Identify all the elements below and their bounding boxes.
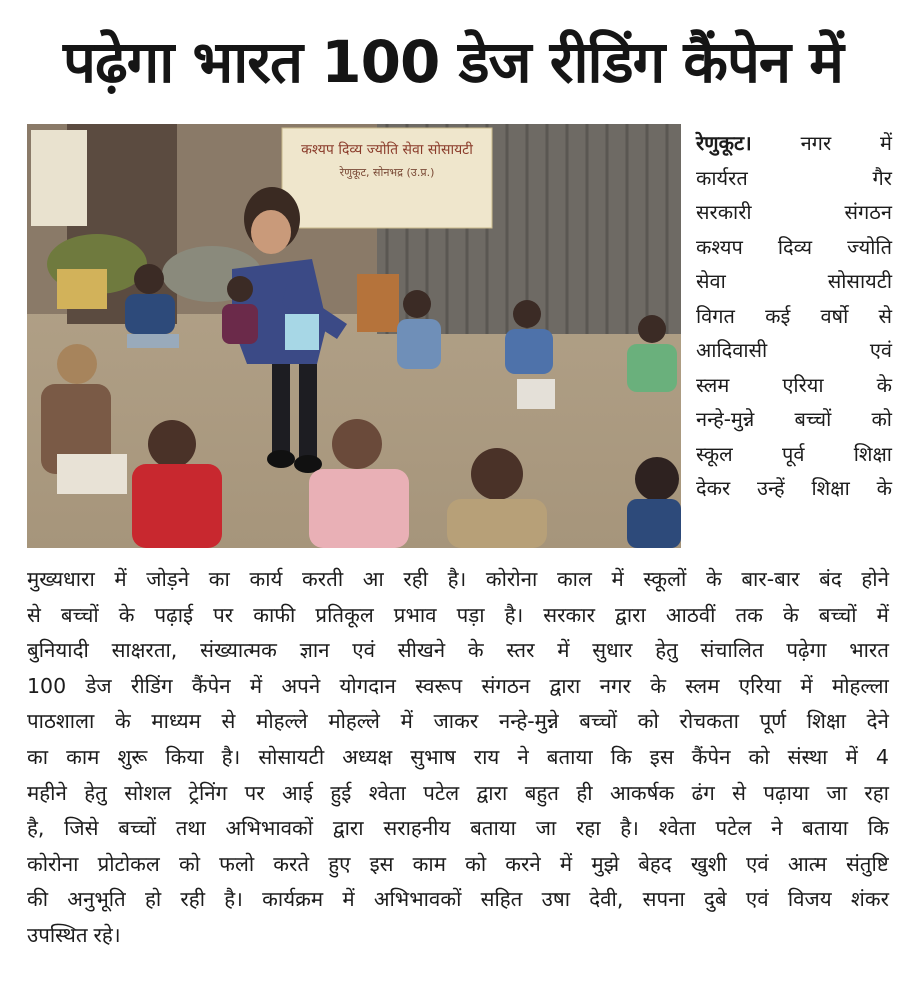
word: उपस्थित xyxy=(27,922,88,947)
word: स्लम xyxy=(696,372,730,397)
body-line xyxy=(27,633,889,669)
word: पड़ा xyxy=(456,602,485,627)
word: कैंपेन xyxy=(191,673,231,698)
word: अपने xyxy=(281,673,321,698)
word: को xyxy=(748,744,770,769)
word: बच्चों xyxy=(118,816,156,841)
word: ने xyxy=(771,816,783,841)
word: काल xyxy=(556,567,592,591)
word: किया xyxy=(165,744,204,769)
word: सरकार xyxy=(543,602,595,627)
word: कई xyxy=(765,303,791,328)
word: जाकर xyxy=(433,709,479,734)
word: रहा xyxy=(864,780,889,805)
word: में xyxy=(342,887,355,912)
word: सुभाष xyxy=(410,744,456,769)
word: काम xyxy=(412,851,446,876)
word: एवं xyxy=(745,887,769,912)
word: है, xyxy=(27,816,45,841)
word: सहित xyxy=(480,887,523,912)
word: कार्यरत xyxy=(696,165,748,190)
side-line-4 xyxy=(696,230,892,265)
word: शुरू xyxy=(117,744,148,769)
word: पटेल xyxy=(715,816,752,841)
word: जा xyxy=(535,816,557,841)
word: मुख्यधारा xyxy=(27,567,95,591)
word: तक xyxy=(735,602,763,627)
word: करने xyxy=(505,851,541,876)
word: पढ़ेगा xyxy=(786,638,827,663)
body-line xyxy=(27,669,889,705)
word: बच्चों xyxy=(579,709,618,734)
dateline: रेणुकूट। xyxy=(696,131,752,155)
word: स्कूल xyxy=(696,441,733,466)
word: बताया xyxy=(470,816,516,841)
headline: पढ़ेगा भारत 100 डेज रीडिंग कैंपेन में xyxy=(63,27,843,96)
word: से xyxy=(878,303,892,328)
body-line xyxy=(27,740,889,776)
word: तथा xyxy=(175,816,206,841)
word: में xyxy=(880,131,892,155)
word: सोशल xyxy=(124,780,172,805)
word: नन्हे-मुन्ने xyxy=(696,407,755,431)
word: एरिया xyxy=(738,673,782,698)
word: आत्म xyxy=(787,851,827,876)
word: में xyxy=(876,602,889,627)
word: रोचकता xyxy=(679,709,739,734)
word: रही xyxy=(403,567,428,591)
word: स्कूलों xyxy=(643,567,687,591)
body-line xyxy=(27,811,889,847)
word: कि xyxy=(867,816,889,841)
word: काफी xyxy=(253,602,296,627)
word: इस xyxy=(369,851,394,876)
word: स्लम xyxy=(685,673,720,698)
word: होने xyxy=(861,567,889,591)
word: में xyxy=(114,567,127,591)
word: में xyxy=(845,744,858,769)
word: 4 xyxy=(875,744,889,769)
wall-poster xyxy=(31,130,87,226)
word: पूर्व xyxy=(781,441,805,466)
word: को xyxy=(178,851,201,876)
word: करते xyxy=(273,851,310,876)
word: एवं xyxy=(869,338,892,362)
word: पढ़ाया xyxy=(763,780,810,805)
word: महीने xyxy=(27,780,67,805)
word: पर xyxy=(244,780,265,805)
word: आदिवासी xyxy=(696,338,768,362)
word: रहा xyxy=(575,816,601,841)
banner-title: कश्यप दिव्य ज्योति सेवा सोसायटी xyxy=(301,142,473,158)
word: से xyxy=(221,709,236,734)
word: दिव्य xyxy=(777,234,813,259)
photo-scene xyxy=(27,124,681,548)
news-photo xyxy=(27,124,681,548)
word: कैंपेन xyxy=(691,744,731,769)
body-line xyxy=(27,598,889,634)
body-column xyxy=(27,562,889,954)
body-line xyxy=(27,847,889,883)
word: ने xyxy=(517,744,529,769)
word: के xyxy=(115,709,131,734)
word: पर xyxy=(213,602,234,627)
side-line-10 xyxy=(696,437,892,472)
body-line xyxy=(27,918,889,954)
word: एवं xyxy=(352,638,376,663)
side-line-6 xyxy=(696,299,892,334)
word: संचालित xyxy=(700,638,764,663)
word: डेज xyxy=(85,673,112,698)
word: सरकारी xyxy=(696,200,752,224)
word: भारत xyxy=(849,638,889,663)
word: योगदान xyxy=(339,673,396,698)
word: में xyxy=(249,673,263,698)
word: नन्हे-मुन्ने xyxy=(498,709,559,734)
word: विजय xyxy=(787,887,832,912)
word: बुनियादी xyxy=(27,638,89,663)
side-line-2 xyxy=(696,161,892,196)
body-line xyxy=(27,882,889,918)
word: कि xyxy=(610,744,632,769)
word: अभिभावकों xyxy=(225,816,314,841)
word: ट्रेनिंग xyxy=(188,780,228,805)
word: है। xyxy=(224,887,243,912)
word: को xyxy=(465,851,487,876)
word: राय xyxy=(473,744,500,769)
word: देवी, xyxy=(589,887,624,912)
word: द्वारा xyxy=(332,816,364,841)
word: की xyxy=(27,887,49,912)
word: में xyxy=(611,567,624,591)
word: मोहल्ले xyxy=(328,709,380,734)
word: के xyxy=(467,638,484,663)
word: रीडिंग xyxy=(130,673,173,698)
side-line-7 xyxy=(696,333,892,368)
word: कार्यक्रम xyxy=(262,887,324,912)
word: का xyxy=(208,567,230,591)
word: स्वरूप xyxy=(415,673,463,698)
word: संगठन xyxy=(481,673,531,698)
word: संख्यात्मक xyxy=(200,638,277,663)
word: प्रतिकूल xyxy=(315,602,374,627)
word: सोसायटी xyxy=(258,744,325,769)
word: नगर xyxy=(800,131,832,155)
body-line xyxy=(27,704,889,740)
word: ज्योति xyxy=(847,234,892,259)
word: में xyxy=(559,851,573,876)
word: कश्यप xyxy=(696,234,743,259)
word: द्वारा xyxy=(476,780,508,805)
side-line-9 xyxy=(696,402,892,437)
word: सराहनीय xyxy=(383,816,451,841)
word: शिक्षा xyxy=(853,441,892,466)
word: ही xyxy=(576,780,593,805)
word: बार-बार xyxy=(741,567,800,591)
side-column xyxy=(696,126,892,506)
word: द्वारा xyxy=(549,673,581,698)
word: अध्यक्ष xyxy=(342,744,393,769)
word: से xyxy=(27,602,41,627)
word: जोड़ने xyxy=(146,567,190,591)
word: है। xyxy=(447,567,467,591)
word: करती xyxy=(302,567,344,591)
word: अभिभावकों xyxy=(373,887,462,912)
word: मुझे xyxy=(591,851,620,876)
word: जा xyxy=(826,780,848,805)
word: पूर्ण xyxy=(759,709,787,734)
word: बच्चों xyxy=(60,602,99,627)
word: नगर xyxy=(599,673,631,698)
word: काम xyxy=(66,744,100,769)
word: को xyxy=(871,407,892,431)
word: देकर xyxy=(696,476,731,500)
word: हो xyxy=(144,887,162,912)
word: साक्षरता, xyxy=(111,638,178,663)
word: प्रोटोकल xyxy=(97,851,160,876)
word: पटेल xyxy=(423,780,460,805)
word: सेवा xyxy=(696,269,726,293)
word: के xyxy=(118,602,135,627)
word: कार्य xyxy=(249,567,283,591)
word: से xyxy=(732,780,746,805)
word: एवं xyxy=(745,851,769,876)
banner-subtitle: रेणुकूट, सोनभद्र (उ.प्र.) xyxy=(339,166,435,179)
word: एरिया xyxy=(782,372,824,397)
word: कोरोना xyxy=(485,567,538,591)
word: मोहल्ले xyxy=(256,709,308,734)
body-line xyxy=(27,776,889,812)
word: उषा xyxy=(541,887,571,912)
word: आकर्षक xyxy=(609,780,675,805)
word: स्तर xyxy=(506,638,535,663)
word: प्रभाव xyxy=(393,602,437,627)
word: आ xyxy=(362,567,384,591)
word: बहुत xyxy=(524,780,559,805)
word: का xyxy=(27,744,49,769)
word: संगठन xyxy=(844,200,892,224)
word: है। xyxy=(620,816,639,841)
word: बताया xyxy=(546,744,593,769)
word: बच्चों xyxy=(818,602,857,627)
side-line-8 xyxy=(696,368,892,403)
word: दुबे xyxy=(704,887,727,912)
word: माध्यम xyxy=(151,709,201,734)
word: रहे। xyxy=(93,922,121,947)
word: रही xyxy=(180,887,206,912)
word: अनुभूति xyxy=(67,887,126,912)
word: आई xyxy=(281,780,314,805)
word: के xyxy=(782,602,799,627)
word: पाठशाला xyxy=(27,709,95,734)
word: सीखने xyxy=(397,638,446,663)
word: बच्चों xyxy=(794,407,832,431)
word: हेतु xyxy=(84,780,107,805)
word: फलो xyxy=(219,851,255,876)
word: के xyxy=(705,567,722,591)
word: पढ़ाई xyxy=(154,602,194,627)
word: संस्था xyxy=(787,744,828,769)
word: संतुष्टि xyxy=(845,851,889,876)
side-line-11 xyxy=(696,471,892,506)
word: बंद xyxy=(819,567,842,591)
word: जिसे xyxy=(64,816,99,841)
word: आठवीं xyxy=(665,602,716,627)
word: में xyxy=(557,638,570,663)
word: श्वेता xyxy=(658,816,696,841)
mask-packets xyxy=(285,314,319,350)
word: ज्ञान xyxy=(299,638,330,663)
word: बताया xyxy=(802,816,849,841)
word: कोरोना xyxy=(27,851,79,876)
word: द्वारा xyxy=(615,602,646,627)
side-line-5 xyxy=(696,264,892,299)
word: गैर xyxy=(872,165,892,190)
word: सुधार xyxy=(592,638,633,663)
word: है। xyxy=(504,602,524,627)
word: हेतु xyxy=(655,638,678,663)
word: है। xyxy=(221,744,241,769)
word: शिक्षा xyxy=(811,476,850,500)
word: हुए xyxy=(328,851,351,876)
side-line-3 xyxy=(696,195,892,230)
word: सपना xyxy=(642,887,685,912)
word: देने xyxy=(866,709,889,734)
word: मोहल्ला xyxy=(831,673,889,698)
word: ढंग xyxy=(691,780,715,805)
word: खुशी xyxy=(690,851,727,876)
word: इस xyxy=(649,744,674,769)
word: के xyxy=(876,476,892,500)
word: में xyxy=(800,673,813,698)
word: 100 xyxy=(27,673,67,698)
word: उन्हें xyxy=(757,476,785,500)
word: हुई xyxy=(330,780,352,805)
word: शंकर xyxy=(850,887,889,912)
word: वर्षो xyxy=(820,303,849,328)
word: सोसायटी xyxy=(827,269,892,293)
side-line-1 xyxy=(696,126,892,161)
word: को xyxy=(637,709,659,734)
word: में xyxy=(400,709,413,734)
word: के xyxy=(650,673,666,698)
word: श्वेता xyxy=(368,780,406,805)
word: के xyxy=(876,372,892,397)
word: विगत xyxy=(696,303,735,328)
word: बेहद xyxy=(638,851,672,876)
word: शिक्षा xyxy=(806,709,846,734)
body-line xyxy=(27,562,889,598)
